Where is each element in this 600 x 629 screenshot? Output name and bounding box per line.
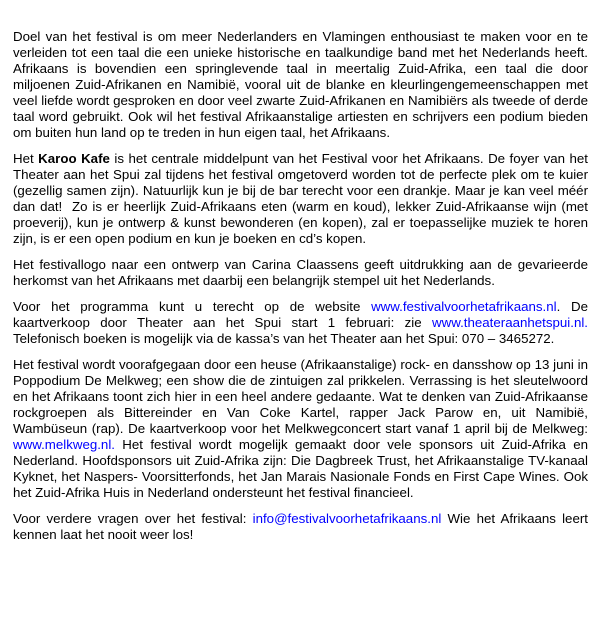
- text-run: Wie het Afrikaans leert kennen laat het nooit weer los!: [13, 511, 588, 542]
- text-run: Het festivallogo naar een ontwerp van Carina Claassens geeft uitdrukking aan de gevarieerde herkomst van het Afrikaans met daarbij een belangrijk stempel uit het Nederlands.: [13, 257, 588, 288]
- text-run: Doel van het festival is om meer Nederlanders en Vlamingen enthousiast te maken voor en te verleiden tot een taal die een unieke historische en taalkundige band met het Nederlands heeft. Afrikaans is bovendien een springlevende taal in meertalig Zuid-Afrika, een taal die door miljoenen Zuid-Afrikanen en Namibië, vooral uit de blanke en kleurlingengemeenschappen met veel liefde wordt gesproken en door veel zwarte Zuid-Afrikanen en Namibiërs als tweede of derde taal word gebruikt. Ook wil het festival Afrikaanstalige artiesten en schrijvers een podium bieden om buiten hun land op te treden in hun eigen taal, het Afrikaans.: [13, 29, 588, 140]
- text-run-bold-karoo-kafe: Karoo Kafe: [38, 151, 110, 166]
- text-run: Telefonisch boeken is mogelijk via de kassa’s van het Theater aan het Spui: 070 – 3465272.: [13, 331, 555, 346]
- paragraph-festival-doel: [13, 29, 588, 141]
- text-run: Voor het programma kunt u terecht op de website: [13, 299, 372, 314]
- text-run: Het: [13, 151, 39, 166]
- text-run: is het centrale middelpunt van het Festival voor het Afrikaans. De foyer van het Theater aan het Spui zal tijdens het festival omgetoverd worden tot de perfecte plek om te kuier (gezellig samen zijn). Natuurlijk kun je bij de bar terecht voor een drankje. Maar je kan veel méér dan dat! Zo is er heerlijk Zuid-Afrikaans eten (warm en koud), lekker Zuid-Afrikaanse wijn (met proeverij), kun je ontwerp & kunst bewonderen (en kopen), zal er toepasselijke muziek te horen zijn, is er een open podium en kun je boeken en cd’s kopen.: [13, 151, 588, 246]
- text-run: Het festival wordt mogelijk gemaakt door vele sponsors uit Zuid-Afrika en Nederland. Hoofdsponsors uit Zuid-Afrika zijn: Die Dagbreek Trust, het Afrikaanstalige TV-kanaal Kyknet, het Naspers- Voorsitterfonds, het Jan Marais Nasionale Fonds en First Cape Wines. Ook het Zuid-Afrika Huis in Nederland ondersteunt het festival financieel.: [13, 437, 588, 500]
- text-run: Het festival wordt voorafgegaan door een heuse (Afrikaanstalige) rock- en dansshow op 13 juni in Poppodium De Melkweg; een show die de zintuigen zal prikkelen. Verrassing is het sleutelwoord en het Afrikaans toont zich hier in een heel andere gedaante. Wat te denken van Zuid-Afrikaanse rockgroepen als Bittereinder en Van Coke Kartel, rapper Jack Parow en, uit Namibië, Wambüseun (rap). De kaartverkoop voor het Melkwegconcert start vanaf 1 april bij de Melkweg:: [13, 357, 588, 436]
- paragraph-contact: [13, 511, 588, 543]
- paragraph-festivallogo: [13, 257, 588, 289]
- link-melkweg[interactable]: www.melkweg.nl.: [13, 437, 115, 452]
- paragraph-karoo-kafe: [13, 151, 588, 247]
- link-festivalvoorhetafrikaans[interactable]: www.festivalvoorhetafrikaans.nl: [371, 299, 557, 314]
- paragraph-programma-kaartverkoop: [13, 299, 588, 347]
- link-theateraanhetspui[interactable]: www.theateraanhetspui.nl.: [432, 315, 588, 330]
- text-run: . De kaartverkoop door Theater aan het Spui start 1 februari: zie: [13, 299, 588, 330]
- link-email-info[interactable]: info@festivalvoorhetafrikaans.nl: [252, 511, 442, 526]
- paragraph-melkweg-sponsors: [13, 357, 588, 501]
- text-run: Voor verdere vragen over het festival:: [13, 511, 253, 526]
